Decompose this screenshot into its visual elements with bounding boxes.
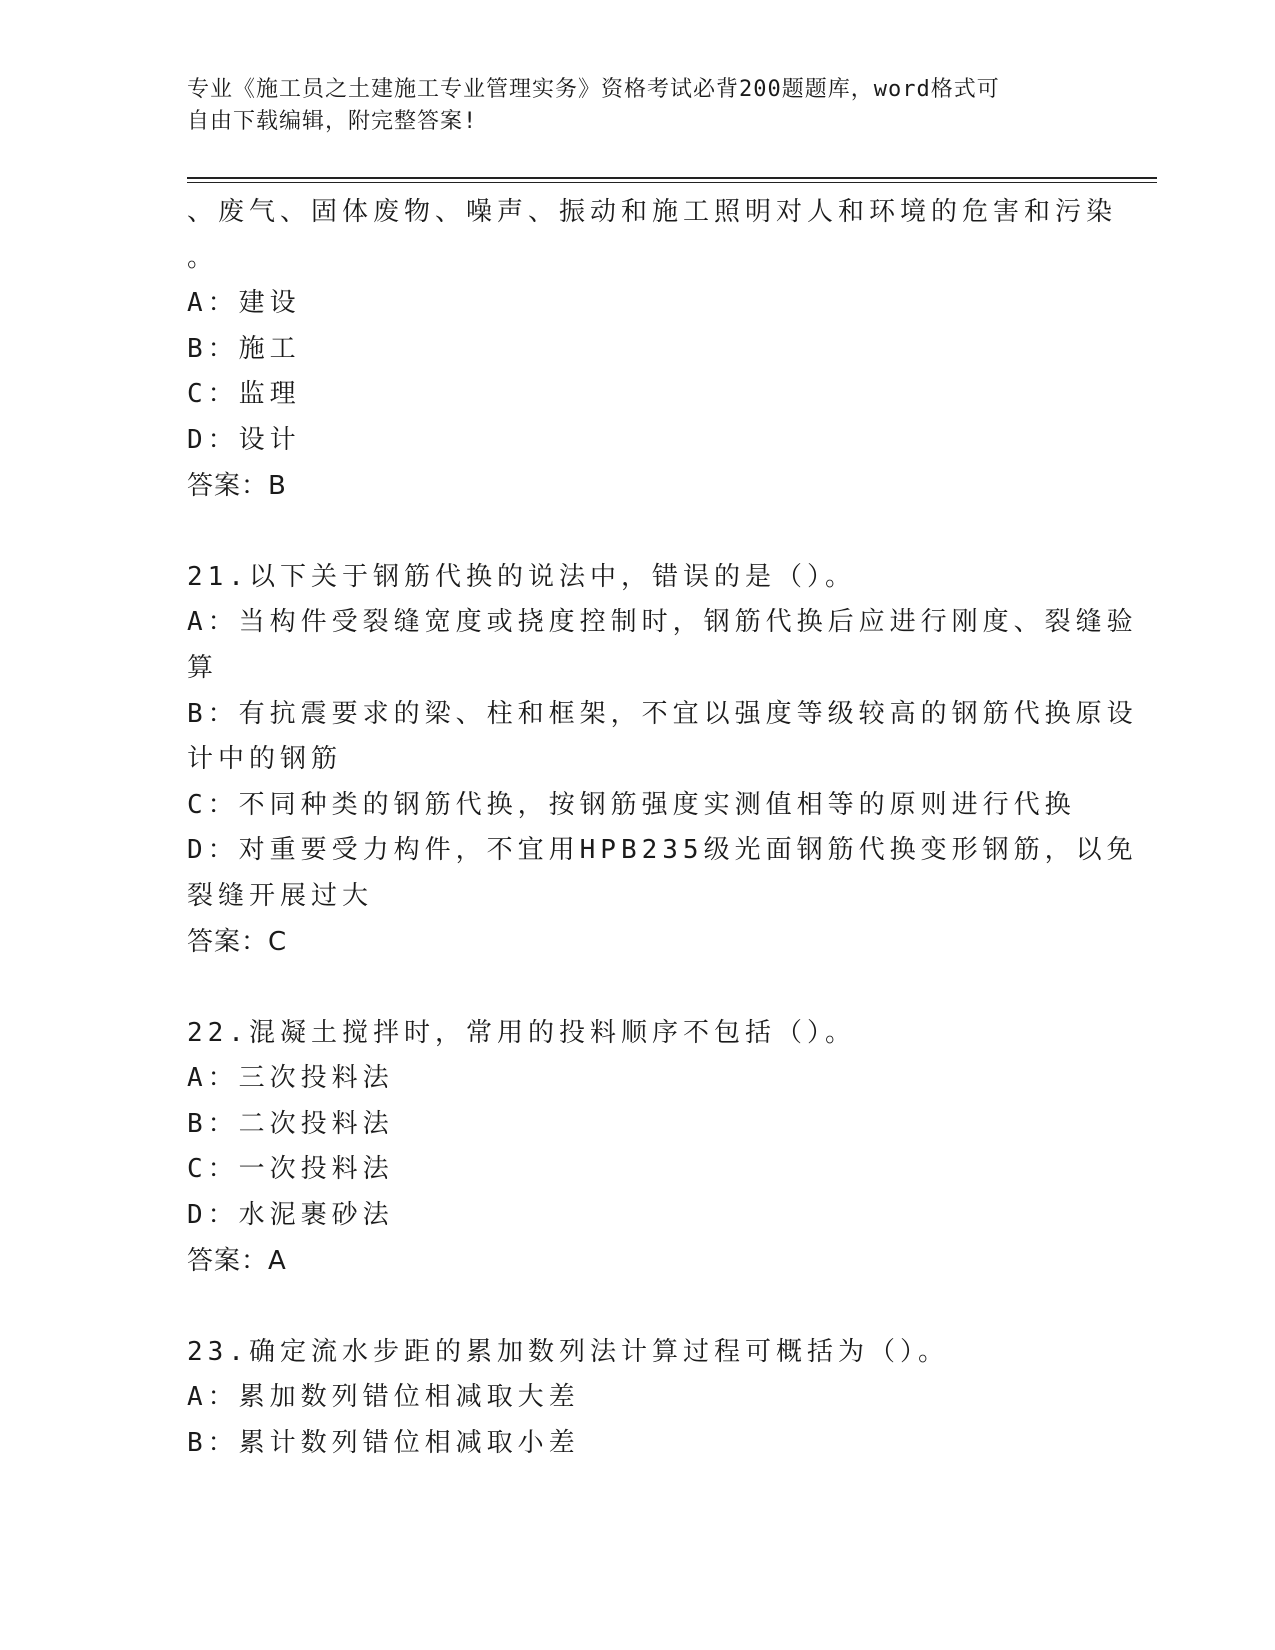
- option-b-line-2: 计中的钢筋: [187, 744, 343, 775]
- question-block-20: [187, 190, 1118, 509]
- answer-line: 答案：A: [187, 1245, 287, 1276]
- spacer: [187, 1284, 1087, 1330]
- option-a: A：累加数列错位相减取大差: [187, 1382, 580, 1413]
- spacer: [187, 509, 1087, 555]
- option-d: D：设计: [187, 424, 301, 455]
- question-block-21: [187, 555, 1138, 965]
- answer-line: 答案：B: [187, 470, 287, 501]
- option-c: C：一次投料法: [187, 1154, 394, 1185]
- option-b: B：施工: [187, 333, 301, 364]
- option-a: A：三次投料法: [187, 1063, 394, 1094]
- option-d-line-2: 裂缝开展过大: [187, 880, 374, 911]
- option-a-line-1: A：当构件受裂缝宽度或挠度控制时，钢筋代换后应进行刚度、裂缝验: [187, 607, 1138, 638]
- option-a: A：建设: [187, 288, 301, 319]
- header-title-line-1: 专业《施工员之土建施工专业管理实务》资格考试必背200题题库，word格式可: [187, 77, 1000, 102]
- header-divider: [187, 177, 1157, 183]
- option-a-line-2: 算: [187, 652, 219, 683]
- question-stem-continued: 、废气、固体废物、噪声、振动和施工照明对人和环境的危害和污染: [187, 197, 1118, 227]
- option-d: D：水泥裹砂法: [187, 1200, 394, 1231]
- question-stem: 23.确定流水步距的累加数列法计算过程可概括为（）。: [187, 1336, 949, 1367]
- question-block-23: [187, 1330, 1087, 1467]
- header-title-line-2: 自由下载编辑，附完整答案!: [187, 109, 478, 134]
- question-stem: 22.混凝土搅拌时，常用的投料顺序不包括（）。: [187, 1017, 856, 1048]
- page-header: [187, 74, 1067, 138]
- question-block-22: [187, 1011, 1087, 1285]
- option-c: C：监理: [187, 379, 301, 410]
- spacer: [187, 965, 1087, 1011]
- option-b: B：二次投料法: [187, 1108, 394, 1139]
- question-stem-end: 。: [187, 242, 219, 273]
- option-b-line-1: B：有抗震要求的梁、柱和框架，不宜以强度等级较高的钢筋代换原设: [187, 698, 1138, 729]
- option-d-line-1: D：对重要受力构件，不宜用HPB235级光面钢筋代换变形钢筋，以免: [187, 835, 1138, 866]
- option-c: C：不同种类的钢筋代换，按钢筋强度实测值相等的原则进行代换: [187, 789, 1076, 820]
- option-b: B：累计数列错位相减取小差: [187, 1428, 580, 1459]
- answer-line: 答案：C: [187, 926, 288, 957]
- document-body: [187, 190, 1138, 1467]
- question-stem: 21.以下关于钢筋代换的说法中，错误的是（）。: [187, 561, 856, 592]
